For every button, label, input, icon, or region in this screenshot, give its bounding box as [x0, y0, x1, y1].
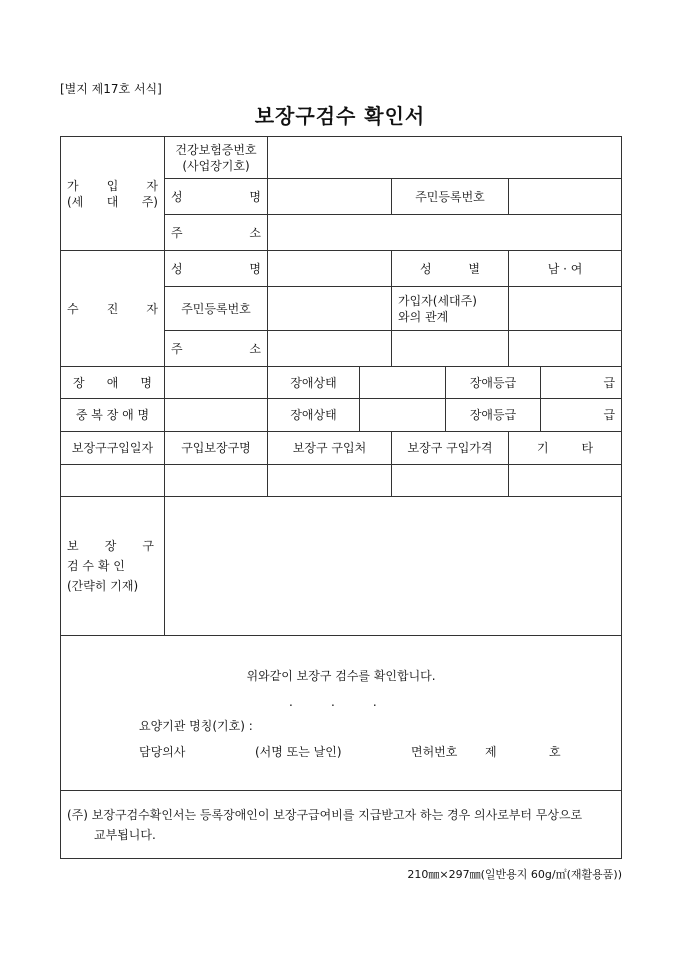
inspection-label: 보 장 구 검 수 확 인 (간략히 기재) — [61, 497, 165, 636]
dup-grade-field[interactable]: 급 — [541, 399, 622, 432]
dup-disability-label: 중 복 장 애 명 — [61, 399, 165, 432]
sign-label[interactable]: (서명 또는 날인) — [255, 745, 342, 759]
subscriber-address-label: 주 소 — [165, 215, 268, 251]
subscriber-rrn-label: 주민등록번호 — [392, 179, 509, 215]
patient-name-label: 성 명 — [165, 251, 268, 287]
purchase-price-label: 보장구 구입가격 — [392, 432, 509, 465]
confirm-text: 위와같이 보장구 검수를 확인합니다. — [246, 669, 436, 683]
patient-rrn-field[interactable] — [268, 287, 392, 331]
dup-disability-field[interactable] — [165, 399, 268, 432]
etc-label: 기 타 — [509, 432, 622, 465]
subscriber-address-field[interactable] — [268, 215, 622, 251]
form-number: [별지 제17호 서식] — [60, 82, 162, 96]
purchase-place-label: 보장구 구입처 — [268, 432, 392, 465]
page-title: 보장구검수 확인서 — [254, 104, 426, 128]
form-table — [60, 136, 622, 859]
subscriber-rrn-field[interactable] — [509, 179, 622, 215]
patient-sex-label: 성 별 — [392, 251, 509, 287]
purchase-price-field[interactable] — [392, 465, 509, 497]
dup-status-field[interactable] — [360, 399, 446, 432]
subscriber-name-field[interactable] — [268, 179, 392, 215]
note: (주) 보장구검수확인서는 등록장애인이 보장구급여비를 지급받고자 하는 경우 의사로부터 무상으로 교부됩니다. — [61, 791, 622, 859]
dup-status-label: 장애상태 — [268, 399, 360, 432]
patient-address-field-3[interactable] — [509, 331, 622, 367]
patient-address-field[interactable] — [268, 331, 392, 367]
institution-label: 요양기관 명칭(기호) : — [139, 719, 253, 733]
etc-field[interactable] — [509, 465, 622, 497]
insurance-no-field[interactable] — [268, 137, 622, 179]
relation-label: 가입자(세대주) 와의 관계 — [392, 287, 509, 331]
date-field[interactable]: . . . — [289, 695, 377, 709]
purchase-place-field[interactable] — [268, 465, 392, 497]
disability-status-field[interactable] — [360, 367, 446, 399]
disability-name-label: 장 애 명 — [61, 367, 165, 399]
inspection-field[interactable] — [165, 497, 622, 636]
purchase-item-label: 구입보장구명 — [165, 432, 268, 465]
confirmation-section — [61, 636, 622, 791]
doctor-label: 담당의사 — [139, 745, 186, 759]
paper-spec: 210㎜×297㎜(일반용지 60g/㎡(재활용품)) — [407, 868, 622, 881]
purchase-date-label: 보장구구입일자 — [61, 432, 165, 465]
patient-address-label: 주 소 — [165, 331, 268, 367]
patient-address-field-2[interactable] — [392, 331, 509, 367]
patient-rrn-label: 주민등록번호 — [165, 287, 268, 331]
subscriber-name-label: 성 명 — [165, 179, 268, 215]
dup-grade-label: 장애등급 — [446, 399, 541, 432]
disability-grade-label: 장애등급 — [446, 367, 541, 399]
insurance-no-label: 건강보험증번호 (사업장기호) — [165, 137, 268, 179]
license-prefix: 제 — [485, 745, 497, 759]
disability-name-field[interactable] — [165, 367, 268, 399]
license-suffix: 호 — [549, 745, 561, 759]
relation-field[interactable] — [509, 287, 622, 331]
subscriber-label: 가 입 자 (세 대 주) — [61, 137, 165, 251]
purchase-item-field[interactable] — [165, 465, 268, 497]
patient-name-field[interactable] — [268, 251, 392, 287]
disability-status-label: 장애상태 — [268, 367, 360, 399]
purchase-date-field[interactable] — [61, 465, 165, 497]
patient-label: 수 진 자 — [61, 251, 165, 367]
license-label: 면허번호 — [411, 745, 458, 759]
patient-sex-field[interactable]: 남 · 여 — [509, 251, 622, 287]
disability-grade-field[interactable]: 급 — [541, 367, 622, 399]
